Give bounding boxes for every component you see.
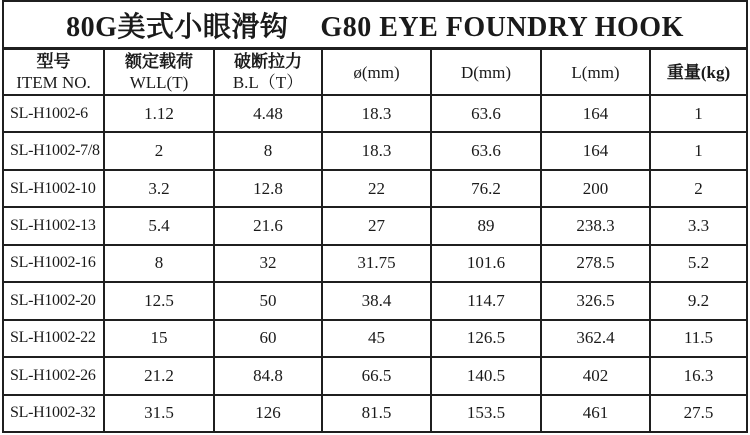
table-row: [3, 245, 747, 282]
column-header-line: 破断拉力: [234, 52, 302, 71]
value-cell: 63.6: [431, 132, 541, 169]
header-row: [3, 49, 747, 96]
title-chinese: 80G美式小眼滑钩: [66, 11, 289, 43]
value-cell: 326.5: [541, 282, 650, 319]
value-cell: 164: [541, 95, 650, 132]
value-cell: 402: [541, 357, 650, 394]
column-header-bl: [214, 49, 322, 96]
column-header-line: ø(mm): [353, 62, 400, 82]
value-cell: 9.2: [650, 282, 747, 319]
value-cell: 101.6: [431, 245, 541, 282]
value-cell: 21.6: [214, 207, 322, 244]
value-cell: 5.4: [104, 207, 214, 244]
value-cell: 12.5: [104, 282, 214, 319]
value-cell: 2: [104, 132, 214, 169]
spec-table: [2, 0, 748, 433]
value-cell: 5.2: [650, 245, 747, 282]
table-row: [3, 282, 747, 319]
value-cell: 66.5: [322, 357, 431, 394]
value-cell: 50: [214, 282, 322, 319]
column-header-line: ITEM NO.: [16, 73, 91, 92]
column-header-line: B.L（T）: [232, 73, 304, 92]
value-cell: 27.5: [650, 395, 747, 433]
table-body: [3, 95, 747, 432]
column-header-line: L(mm): [571, 62, 620, 82]
item-no-cell: SL-H1002-32: [3, 395, 104, 433]
value-cell: 15: [104, 320, 214, 357]
value-cell: 11.5: [650, 320, 747, 357]
value-cell: 2: [650, 170, 747, 207]
value-cell: 21.2: [104, 357, 214, 394]
value-cell: 31.75: [322, 245, 431, 282]
item-no-cell: SL-H1002-26: [3, 357, 104, 394]
title-english: G80 EYE FOUNDRY HOOK: [320, 11, 684, 43]
value-cell: 278.5: [541, 245, 650, 282]
value-cell: 126.5: [431, 320, 541, 357]
item-no-cell: SL-H1002-10: [3, 170, 104, 207]
value-cell: 12.8: [214, 170, 322, 207]
item-no-cell: SL-H1002-20: [3, 282, 104, 319]
value-cell: 31.5: [104, 395, 214, 433]
column-header-line: 型号: [36, 52, 71, 71]
column-header-wll: [104, 49, 214, 96]
value-cell: 362.4: [541, 320, 650, 357]
table-row: [3, 95, 747, 132]
table-row: [3, 207, 747, 244]
table-row: [3, 395, 747, 433]
column-header-line: D(mm): [460, 62, 512, 82]
value-cell: 1: [650, 132, 747, 169]
value-cell: 164: [541, 132, 650, 169]
value-cell: 3.3: [650, 207, 747, 244]
value-cell: 1: [650, 95, 747, 132]
value-cell: 8: [104, 245, 214, 282]
table-row: [3, 357, 747, 394]
value-cell: 140.5: [431, 357, 541, 394]
value-cell: 126: [214, 395, 322, 433]
value-cell: 461: [541, 395, 650, 433]
value-cell: 238.3: [541, 207, 650, 244]
value-cell: 18.3: [322, 95, 431, 132]
title-row: [3, 1, 747, 49]
column-header-l: [541, 49, 650, 96]
column-header-line: WLL(T): [129, 73, 189, 92]
value-cell: 16.3: [650, 357, 747, 394]
item-no-cell: SL-H1002-22: [3, 320, 104, 357]
column-header-weight: [650, 49, 747, 96]
value-cell: 45: [322, 320, 431, 357]
column-header-diameter: [322, 49, 431, 96]
item-no-cell: SL-H1002-7/8: [3, 132, 104, 169]
table-title: [3, 1, 747, 49]
column-header-item-no: [3, 49, 104, 96]
value-cell: 114.7: [431, 282, 541, 319]
value-cell: 200: [541, 170, 650, 207]
column-header-line: 重量(kg): [666, 62, 731, 82]
value-cell: 18.3: [322, 132, 431, 169]
table-row: [3, 320, 747, 357]
value-cell: 22: [322, 170, 431, 207]
value-cell: 84.8: [214, 357, 322, 394]
value-cell: 89: [431, 207, 541, 244]
value-cell: 153.5: [431, 395, 541, 433]
value-cell: 32: [214, 245, 322, 282]
value-cell: 60: [214, 320, 322, 357]
value-cell: 3.2: [104, 170, 214, 207]
item-no-cell: SL-H1002-13: [3, 207, 104, 244]
column-header-line: 额定载荷: [125, 52, 193, 71]
value-cell: 27: [322, 207, 431, 244]
value-cell: 38.4: [322, 282, 431, 319]
table-row: [3, 132, 747, 169]
value-cell: 63.6: [431, 95, 541, 132]
item-no-cell: SL-H1002-16: [3, 245, 104, 282]
table-row: [3, 170, 747, 207]
value-cell: 81.5: [322, 395, 431, 433]
value-cell: 4.48: [214, 95, 322, 132]
item-no-cell: SL-H1002-6: [3, 95, 104, 132]
column-header-d: [431, 49, 541, 96]
value-cell: 1.12: [104, 95, 214, 132]
value-cell: 8: [214, 132, 322, 169]
value-cell: 76.2: [431, 170, 541, 207]
